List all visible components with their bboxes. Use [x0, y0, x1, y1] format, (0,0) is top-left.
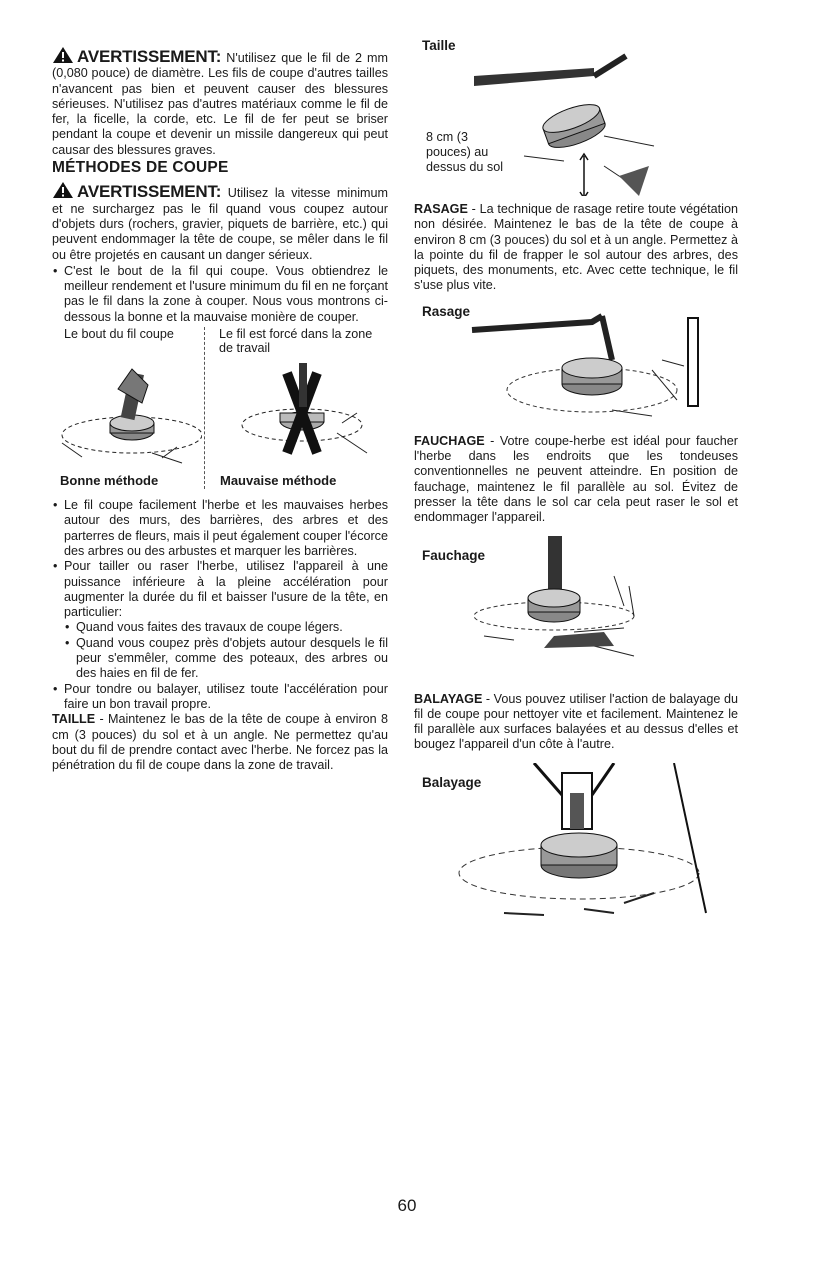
- figure-label: Balayage: [422, 774, 482, 790]
- bullet-list-3: [52, 682, 388, 713]
- warning-text: N'utilisez que le fil de 2 mm (0,080 pouce) de diamètre. Les fils de coupe d'autres tailles n'avancent pas bien et peuvent causer des blessures sérieuses. N'utilisez pas d'autres matériaux comme le fil de fer, la ficelle, la corde, etc. Le fil de fer peut se briser pendant la coupe et devenir un missile dangereux qui peut causar des blessures graves.: [52, 51, 389, 157]
- figure-divider: [204, 327, 205, 489]
- figure-good-bad-method: [52, 327, 388, 492]
- figure-caption-left: Le bout du fil coupe: [64, 327, 174, 342]
- figure-balayage: [414, 763, 738, 923]
- figure-rasage: [414, 304, 738, 422]
- warning-paragraph-2: [52, 181, 388, 262]
- rasage-title: RASAGE: [414, 202, 468, 216]
- warning-title: AVERTISSEMENT:: [77, 47, 222, 66]
- figure-taille: [414, 38, 738, 198]
- list-item: • Pour tondre ou balayer, utilisez toute l'accélération pour faire un bon travail propre.: [52, 682, 388, 713]
- bad-method-illustration: [217, 363, 387, 467]
- sub-list-item: • Quand vous coupez près d'objets autour desquels le fil peur s'emmêler, comme des poteaux, des arbres ou des haies en fil de fer.: [64, 636, 388, 682]
- figure-caption-right: Le fil est forcé dans la zone de travail: [219, 327, 373, 356]
- good-method-label: Bonne méthode: [60, 473, 159, 489]
- balayage-illustration: [444, 763, 724, 923]
- list-item: • Pour tailler ou raser l'herbe, utilisez l'appareil à une puissance inférieure à la pleine accélération pour augmenter la durée du fil et baisser l'usure de la tête, en particulier:: [52, 559, 388, 620]
- balayage-text: - Vous pouvez utiliser l'action de balayage du fil de coupe pour nettoyer vite et facilement. Maintenez le fil parallèle aux surfaces balayées et au dessus d'elles et bougez l'appareil d'un côte à l'autre.: [414, 691, 738, 752]
- rasage-paragraph: [414, 202, 738, 294]
- warning-triangle-icon: [52, 181, 74, 199]
- bullet-list-2: [52, 498, 388, 620]
- sub-list-item: • Quand vous faites des travaux de coupe légers.: [64, 620, 388, 635]
- warning-triangle-icon: [52, 46, 74, 64]
- taille-note: [426, 130, 503, 175]
- taille-note-line: pouces) au: [426, 145, 489, 159]
- section-title: MÉTHODES DE COUPE: [52, 159, 229, 177]
- taille-title: TAILLE: [52, 712, 96, 727]
- sub-bullet-list: [52, 620, 388, 681]
- figure-fauchage: [414, 536, 738, 686]
- bullet-list-1: [52, 264, 388, 325]
- taille-paragraph: [52, 712, 388, 773]
- right-column: [414, 38, 738, 923]
- balayage-paragraph: [414, 692, 738, 753]
- fauchage-title: FAUCHAGE: [414, 433, 485, 448]
- good-method-illustration: [52, 363, 202, 467]
- list-item: • C'est le bout de la fil qui coupe. Vous obtiendrez le meilleur rendement et l'usure minimum du fil en ne forçant pas le fil dans la zone à couper. Nous vous montrons ci-dessous la bonne et la mauvaise monière de couper.: [52, 264, 388, 325]
- figure-label: Fauchage: [422, 547, 486, 563]
- balayage-title: BALAYAGE: [414, 691, 483, 706]
- taille-note-line: 8 cm (3: [426, 130, 468, 144]
- bad-method-label: Mauvaise méthode: [220, 473, 337, 489]
- taille-note-line: dessus du sol: [426, 160, 504, 174]
- taille-text: - Maintenez le bas de la tête de coupe à environ 8 cm (3 pouces) du sol et à un angle. Ne permettez qu'au bout du fil de prendre contact avec l'herbe. Ne forcez pas la pénétration du fil de coupe dans la zone de travail.: [52, 712, 388, 773]
- page-number: 60: [397, 1196, 417, 1215]
- fauchage-paragraph: [414, 434, 738, 526]
- figure-label: Taille: [422, 38, 456, 53]
- left-column: [52, 46, 388, 773]
- list-item: • Le fil coupe facilement l'herbe et les mauvaises herbes autour des murs, des barrières, des arbres et des parterres de fleurs, mais il peut également couper l'écorce des arbres ou des arbustes et marquer les barrières.: [52, 498, 388, 559]
- warning-title: AVERTISSEMENT:: [77, 182, 222, 202]
- warning-text: Utilisez la vitesse minimum et ne surchargez pas le fil quand vous coupez autour d'objets durs (rochers, gravier, piquets de barrière, etc.) qui peuvent endommager la tête de coupe, se mêler dans le fil ou être projetés en causant un danger sérieux.: [52, 186, 389, 262]
- rasage-text: - La technique de rasage retire toute végétation non désirée. Maintenez le bas de la tête de coupe à environ 8 cm (3 pouces) du sol et à un angle. Permettez à la pointe du fil de frapper le sol autour des arbres, des piquets, des monuments, etc. Avec cette technique, le fil s'use plus vite.: [414, 202, 738, 293]
- fauchage-illustration: [454, 536, 654, 676]
- warning-paragraph-1: [52, 46, 388, 158]
- fauchage-text: - Votre coupe-herbe est idéal pour faucher l'herbe dans les endroits que les tondeuses conventionnelles ne peuvent atteindre. En position de fauchage, maintenez le fil parallèle au sol. Évitez de presser la tête dans le sol car cela peut raser le sol et endommager l'appareil.: [414, 433, 738, 525]
- rasage-illustration: [462, 310, 722, 418]
- figure-label: Rasage: [422, 303, 471, 319]
